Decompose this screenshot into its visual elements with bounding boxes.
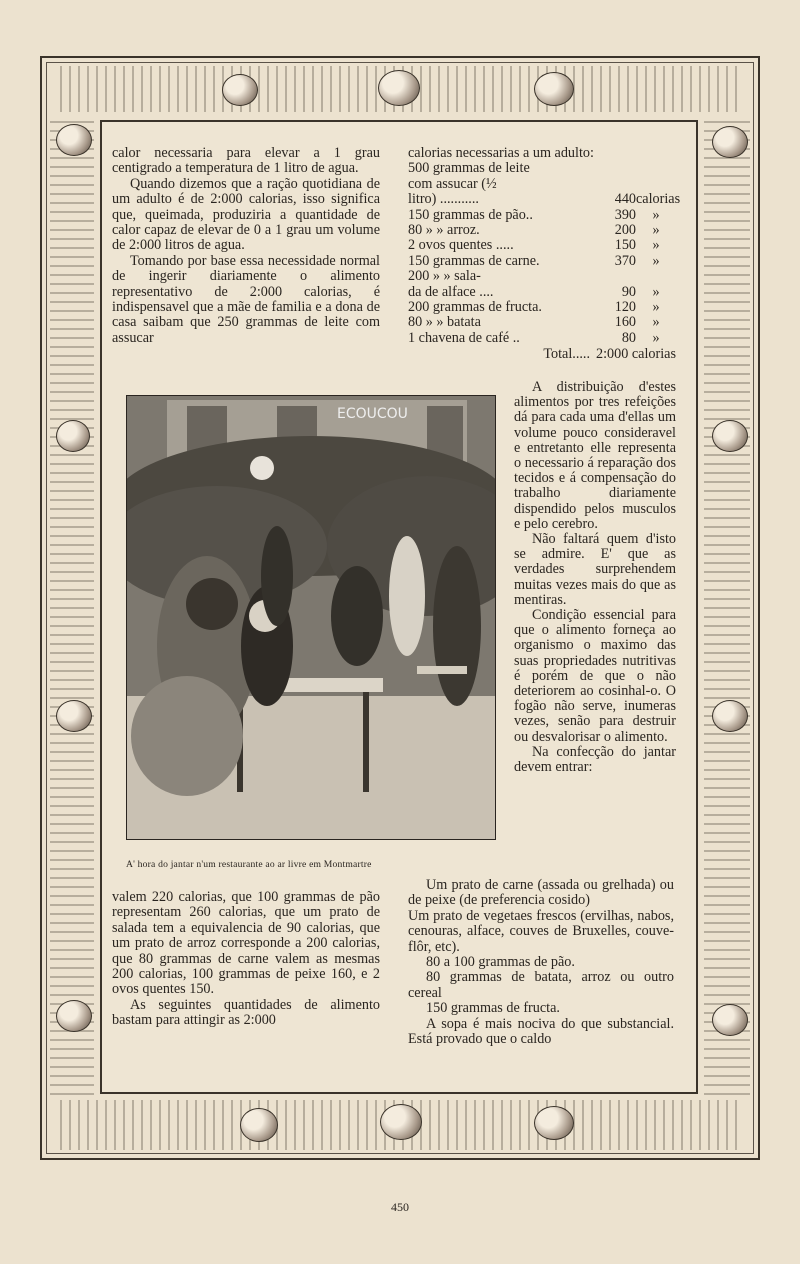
calorie-total-row: [408, 347, 676, 362]
calorie-item: 80 » » arroz.: [408, 223, 480, 239]
calorie-unit: [636, 161, 676, 176]
paragraph: 150 grammas de fructa.: [426, 1000, 560, 1017]
calorie-unit: »: [652, 206, 660, 223]
paragraph: Não faltará quem d'isto se admire. E' que as verdades surprehendem muitas vezes mais do que as mentiras.: [514, 531, 676, 608]
calorie-row: [408, 331, 676, 346]
cafe-sign-text: ECOUCOU: [337, 406, 408, 422]
fruit-ornament: [56, 420, 90, 452]
calorie-item: da de alface ....: [408, 284, 494, 300]
restaurant-illustration: [126, 395, 496, 840]
calorie-value: 120: [614, 299, 636, 316]
calorie-row: [408, 269, 676, 284]
calorie-value: [592, 161, 636, 176]
calorie-row: [408, 285, 676, 300]
paragraph: A distribuição d'estes alimentos por tres refeições dá para cada uma d'ellas um volume pouco consideravel e entretanto elle representa o necessario á reparação dos tecidos e á compensação do trabalho diariamente dispendido pelos musculos e pelo cerebro.: [514, 379, 676, 532]
paragraph: 80 a 100 grammas de pão.: [426, 954, 575, 971]
calorie-row: [408, 223, 676, 238]
calorie-row: [408, 238, 676, 253]
calorie-unit: »: [652, 314, 660, 331]
illustration-drawing: [127, 396, 495, 839]
calorie-value: 80: [621, 329, 636, 346]
calorie-item: 500 grammas de leite: [408, 161, 530, 177]
calorie-unit: [636, 177, 676, 192]
calorie-row: [408, 177, 676, 192]
calorie-value: 440: [614, 191, 636, 208]
illustration-caption: A' hora do jantar n'um restaurante ao ar livre em Montmartre: [126, 859, 372, 870]
text-column-bottom-right: [408, 878, 674, 1047]
fruit-ornament: [712, 420, 748, 452]
fruit-ornament: [56, 1000, 92, 1032]
calorie-unit: »: [652, 237, 660, 254]
calorie-item: 150 grammas de carne.: [408, 253, 540, 269]
text-column-bottom-left: [112, 890, 380, 1029]
calorie-value: 150: [614, 237, 636, 254]
left-garland: [50, 120, 94, 1095]
fruit-ornament: [534, 1106, 574, 1140]
paragraph: valem 220 calorias, que 100 grammas de pão representam 260 calorias, que um prato de salada tem a equivalencia de 90 calorias, que um prato de arroz corresponde a 200 calorias, que 80 grammas de carne valem as mesmas 200 calorias, 100 grammas de peixe 160, e 2 ovos quentes 150.: [112, 889, 380, 998]
calorie-item: 80 » » batata: [408, 315, 481, 331]
fruit-ornament: [712, 126, 748, 158]
paragraph: Tomando por base essa necessidade normal de ingerir diariamente o alimento representativo de 2:000 calorias, é indispensavel que a mãe de familia e a dona de casa saibam que 250 grammas de leite com assucar: [112, 252, 380, 346]
calorie-table-rows: [408, 161, 681, 346]
fruit-ornament: [712, 1004, 748, 1036]
calorie-unit: »: [652, 252, 660, 269]
paragraph: Condição essencial para que o alimento forneça ao organismo o maximo das suas propriedades nutritivas é porém de que o não deteriorem ao cosinhal-o. O fogão não serve, inumeras vezes, senão para destruir ou desvalorisar o alimento.: [514, 607, 676, 745]
calorie-item: com assucar (½: [408, 176, 497, 192]
calorie-item: 150 grammas de pão..: [408, 207, 533, 223]
calorie-total-label: Total.....: [543, 346, 591, 363]
calorie-total-value: 2:000 calorias: [596, 346, 676, 363]
page-number: 450: [391, 1200, 409, 1214]
calorie-unit: [636, 269, 676, 284]
calorie-table: [408, 145, 681, 363]
calorie-row: [408, 191, 681, 208]
paragraph: As seguintes quantidades de alimento bastam para attingir as 2:000: [112, 996, 380, 1029]
calorie-table-intro: calorias necessarias a um adulto:: [408, 145, 594, 161]
calorie-unit: »: [652, 299, 660, 316]
fruit-ornament: [240, 1108, 278, 1142]
calorie-row: [408, 254, 676, 269]
right-garland: [704, 120, 750, 1095]
fruit-ornament: [380, 1104, 422, 1140]
fruit-ornament: [534, 72, 574, 106]
paragraph: A sopa é mais nociva do que substancial. Está provado que o caldo: [408, 1015, 674, 1048]
calorie-item: 200 grammas de fructa.: [408, 300, 542, 316]
calorie-item: 1 chavena de café ..: [408, 330, 520, 346]
calorie-unit: calorias: [636, 191, 681, 208]
calorie-value: [592, 177, 636, 192]
fruit-ornament: [56, 124, 92, 156]
fruit-ornament: [56, 700, 92, 732]
calorie-item: 2 ovos quentes .....: [408, 238, 514, 254]
calorie-row: [408, 161, 676, 176]
calorie-value: 160: [614, 314, 636, 331]
paragraph: calor necessaria para elevar a 1 grau centigrado a temperatura de 1 litro de agua.: [112, 145, 380, 177]
calorie-unit: »: [652, 329, 660, 346]
paragraph: Um prato de vegetaes frescos (ervilhas, nabos, cenouras, alface, couves de Bruxelles, couve-flôr, etc).: [408, 907, 674, 955]
calorie-value: 370: [614, 252, 636, 269]
calorie-value: 200: [614, 222, 636, 239]
calorie-item: 200 » » sala-: [408, 269, 481, 285]
paragraph: Um prato de carne (assada ou grelhada) ou de peixe (de preferencia cosido): [408, 877, 674, 909]
calorie-unit: »: [652, 283, 660, 300]
text-column-side: [514, 380, 676, 775]
paragraph: Quando dizemos que a ração quotidiana de um adulto é de 2:000 calorias, isso significa que, queimada, produziria a quantidade de calor capaz de elevar de 0 a 1 grau um volume de 2:000 litros de agua.: [112, 175, 380, 254]
text-column-top-left: [112, 146, 380, 346]
paragraph: 80 grammas de batata, arroz ou outro cereal: [408, 969, 674, 1001]
paragraph: Na confecção do jantar devem entrar:: [514, 743, 676, 776]
fruit-ornament: [712, 700, 748, 732]
calorie-item: litro) ...........: [408, 192, 479, 208]
calorie-row: [408, 208, 676, 223]
fruit-ornament: [378, 70, 420, 106]
fruit-ornament: [222, 74, 258, 106]
calorie-row: [408, 315, 676, 330]
calorie-value: [592, 269, 636, 284]
calorie-row: [408, 300, 676, 315]
calorie-value: 390: [614, 206, 636, 223]
calorie-value: 90: [621, 283, 636, 300]
calorie-unit: »: [652, 222, 660, 239]
